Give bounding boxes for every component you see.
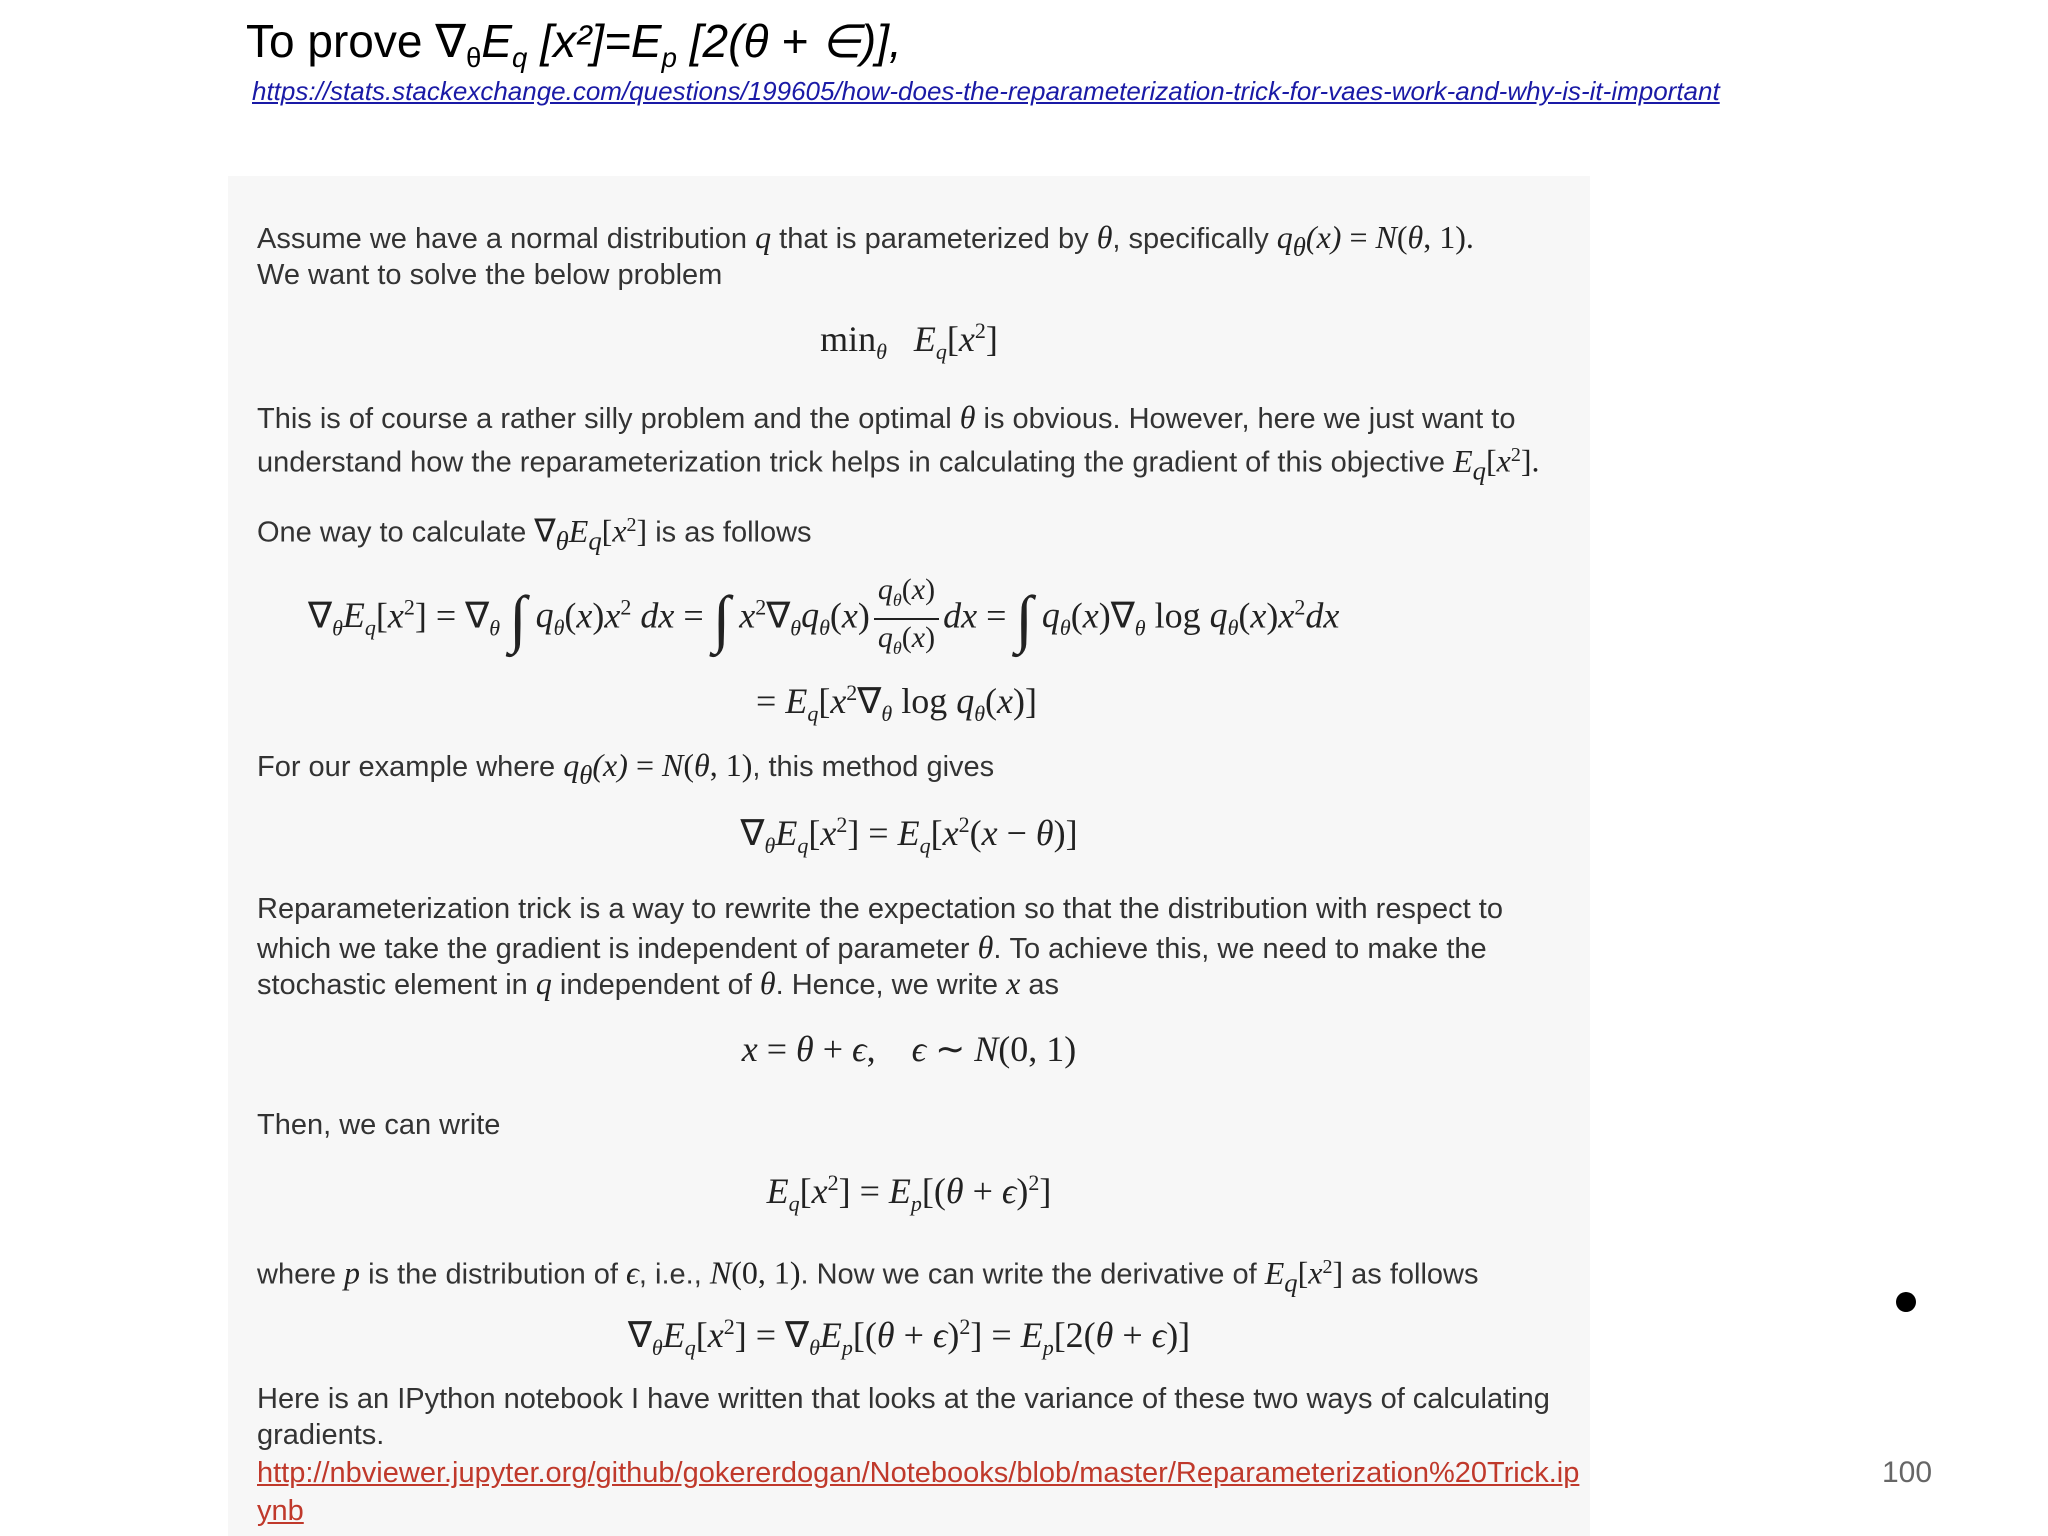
equation-gradient-2: = $E_q[x^2\nabla_\theta$ $\log q_\theta(x)$] [756,680,1037,727]
equation-reparam: x = θ + ϵ, ϵ ∼ N(0, 1) [741,1029,1077,1069]
paragraph-example: For our example where $q_\theta(x) = N(\theta$, 1), this method gives [257,747,995,790]
paragraph-trick-2: which we take the gradient is independent of parameter θ. To achieve this, we need to make the [257,929,1487,965]
equation-gradient: $\nabla_\theta E_q[x^2] = \nabla_\theta$ ∫ $q_\theta(x)x^2$ dx = ∫ $x^2\nabla_\theta q_\theta(x)$ $\frac{q_\theta(x)}{q_\theta(x)}$ dx = ∫ $q_\theta(x)\nabla_\theta$ $\log q_\theta(x)x^2dx$ [308,573,1340,658]
paragraph-silly: This is of course a rather silly problem and the optimal θ is obvious. However, here we just want to [257,399,1516,435]
paragraph-trick-3: stochastic element in q independent of θ. Hence, we write x as [257,965,1059,1001]
paragraph-silly-2: understand how the reparameterization trick helps in calculating the gradient of this objective $E_q[x^2]$. [257,442,1540,486]
equation-expectation: $E_q[x^2] = E_p[(\theta + \epsilon)^2]$ [766,1170,1052,1217]
paragraph-trick: Reparameterization trick is a way to rewrite the expectation so that the distribution with respect to [257,893,1503,925]
paragraph-then: Then, we can write [257,1109,501,1141]
slide-title: To prove $\nabla_\theta E_q$ $[x^2]=E_p$ [2(θ + ∈)], [246,15,902,74]
notebook-link[interactable]: http://nbviewer.jupyter.org/github/gokererdogan/Notebooks/blob/master/Reparameterization%20Trick.ipynb [257,1457,1580,1527]
paragraph-where: where p is the distribution of ϵ, i.e., N(0, 1). Now we can write the derivative of $E_q[x^2]$ as follows [257,1254,1479,1298]
paragraph-intro-2: We want to solve the below problem [257,259,723,291]
equation-derivative: $\nabla_\theta E_q[x^2] = \nabla_\theta E_p[(\theta + \epsilon)^2] = E_p[2(\theta + \epsilon)]$ [627,1314,1191,1361]
page-number: 100 [1882,1456,1933,1489]
equation-example: $\nabla_\theta E_q[x^2] = E_q[x^2(x - \theta)]$ [740,812,1078,859]
paragraph-notebook: Here is an IPython notebook I have written that looks at the variance of these two ways of calculating [257,1383,1550,1415]
equation-min: $\min_\theta$ $E_q[x^2]$ [820,318,998,365]
bullet-dot [1896,1292,1916,1312]
paragraph-intro: Assume we have a normal distribution q that is parameterized by θ, specifically $q_\theta(x) = N(\theta$, 1). [257,219,1474,262]
paragraph-notebook-2: gradients. [257,1419,385,1451]
paragraph-one-way: One way to calculate $\nabla_\theta E_q[x^2]$ is as follows [257,512,812,556]
source-link[interactable]: https://stats.stackexchange.com/questions/199605/how-does-the-reparameterization-trick-for-vaes-work-and-why-is-it-important [252,76,1720,106]
screenshot-panel [228,176,1590,1536]
